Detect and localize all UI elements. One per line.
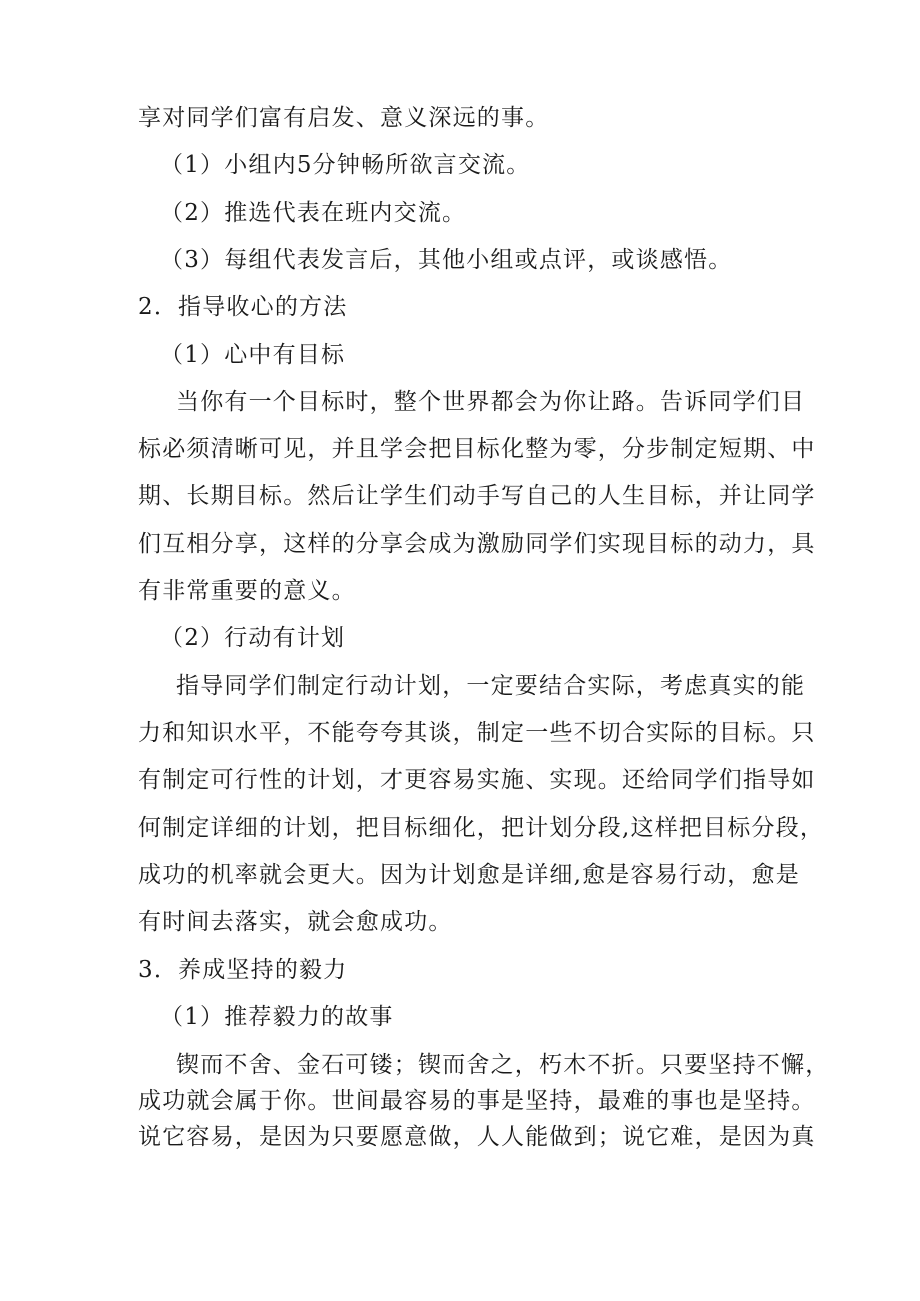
list-item: （1）小组内5分钟畅所欲言交流。 (160, 152, 531, 178)
section-heading: 3．养成坚持的毅力 (138, 957, 348, 983)
text-line: 当你有一个目标时，整个世界都会为你让路。告诉同学们目 (176, 389, 806, 415)
text-line: 成功的机率就会更大。因为计划愈是详细,愈是容易行动，愈是 (138, 862, 800, 888)
text-line: 力和知识水平，不能夸夸其谈，制定一些不切合实际的目标。只 (138, 720, 816, 746)
text-line: 说它容易，是因为只要愿意做，人人能做到；说它难，是因为真 (138, 1124, 816, 1150)
text-line: 标必须清晰可见，并且学会把目标化整为零，分步制定短期、中 (138, 436, 816, 462)
text-line: 锲而不舍、金石可镂；锲而舍之，朽木不折。只要坚持不懈， (176, 1052, 830, 1078)
text-line: 有制定可行性的计划，才更容易实施、实现。还给同学们指导如 (138, 767, 816, 793)
text-line: 何制定详细的计划，把目标细化，把计划分段,这样把目标分段， (138, 815, 825, 841)
section-heading: 2．指导收心的方法 (138, 294, 348, 320)
text-line: 指导同学们制定行动计划，一定要结合实际，考虑真实的能 (176, 673, 806, 699)
text-line: 享对同学们富有启发、意义深远的事。 (138, 105, 550, 131)
text-line: 有非常重要的意义。 (138, 578, 356, 604)
subsection-heading: （2）行动有计划 (160, 625, 346, 651)
text-line: 期、长期目标。然后让学生们动手写自己的人生目标，并让同学 (138, 483, 816, 509)
text-line: 们互相分享，这样的分享会成为激励同学们实现目标的动力，具 (138, 531, 816, 557)
text-line: 有时间去落实，就会愈成功。 (138, 909, 453, 935)
text-line: 成功就会属于你。世间最容易的事是坚持，最难的事也是坚持。 (138, 1088, 816, 1114)
subsection-heading: （1）推荐毅力的故事 (160, 1004, 394, 1030)
subsection-heading: （1）心中有目标 (160, 342, 346, 368)
list-item: （3）每组代表发言后，其他小组或点评，或谈感悟。 (160, 247, 733, 273)
list-item: （2）推选代表在班内交流。 (160, 200, 467, 226)
